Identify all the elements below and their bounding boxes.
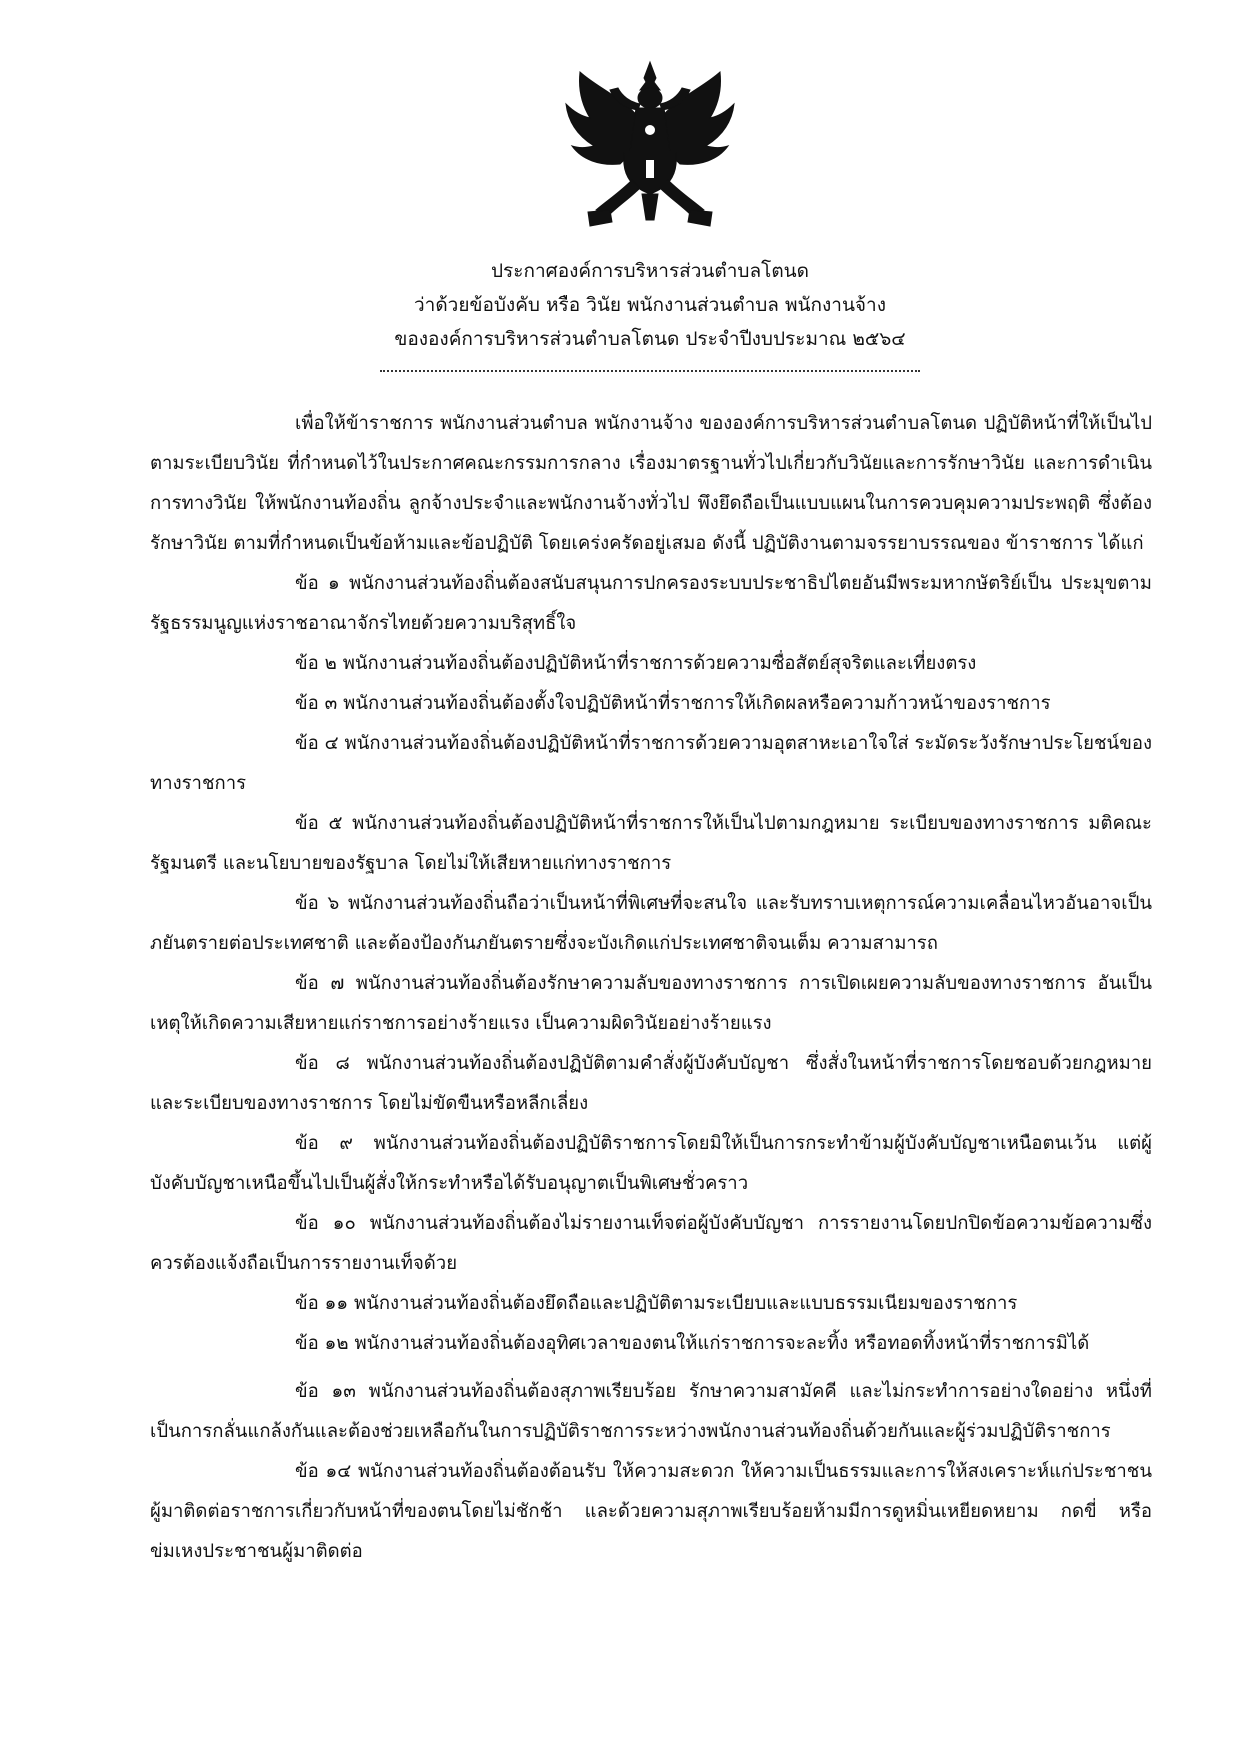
document-header: [150, 254, 1150, 372]
article-11: ข้อ ๑๑ พนักงานส่วนท้องถิ่นต้องยึดถือและปฏิบัติตามระเบียบและแบบธรรมเนียมของราชการ: [295, 1293, 1018, 1314]
article-5: ข้อ ๕ พนักงานส่วนท้องถิ่นต้องปฏิบัติหน้าที่ราชการให้เป็นไปตามกฎหมาย ระเบียบของทางราชการ มติคณะรัฐมนตรี และนโยบายของรัฐบาล โดยไม่ให้เสียหายแก่ทางราชการ: [150, 813, 1152, 874]
article-10: ข้อ ๑๐ พนักงานส่วนท้องถิ่นต้องไม่รายงานเท็จต่อผู้บังคับบัญชา การรายงานโดยปกปิดข้อความข้อความซึ่งควรต้องแจ้งถือเป็นการรายงานเท็จด้วย: [150, 1213, 1152, 1274]
article-2: ข้อ ๒ พนักงานส่วนท้องถิ่นต้องปฏิบัติหน้าที่ราชการด้วยความซื่อสัตย์สุจริตและเที่ยงตรง: [295, 653, 977, 674]
article-12: ข้อ ๑๒ พนักงานส่วนท้องถิ่นต้องอุทิศเวลาของตนให้แก่ราชการจะละทิ้ง หรือทอดทิ้งหน้าที่ราชการมิได้: [295, 1333, 1090, 1354]
document-title: ประกาศองค์การบริหารส่วนตำบลโตนด: [491, 260, 809, 282]
document-subject: ว่าด้วยข้อบังคับ หรือ วินัย พนักงานส่วนตำบล พนักงานจ้าง: [413, 294, 887, 316]
article-13: ข้อ ๑๓ พนักงานส่วนท้องถิ่นต้องสุภาพเรียบร้อย รักษาความสามัคคี และไม่กระทำการอย่างใดอย่าง หนึ่งที่เป็นการกลั่นแกล้งกันและต้องช่วยเหลือกันในการปฏิบัติราชการระหว่างพนักงานส่วนท้องถิ่นด้วยกันและผู้ร่วมปฏิบัติราชการ: [150, 1381, 1152, 1442]
article-14: ข้อ ๑๔ พนักงานส่วนท้องถิ่นต้องต้อนรับ ให้ความสะดวก ให้ความเป็นธรรมและการให้สงเคราะห์แก่ประชาชนผู้มาติดต่อราชการเกี่ยวกับหน้าที่ของตนโดยไม่ชักช้า และด้วยความสุภาพเรียบร้อยห้ามมีการดูหมิ่นเหยียดหยาม กดขี่ หรือข่มเหงประชาชนผู้มาติดต่อ: [150, 1461, 1152, 1562]
article-6: ข้อ ๖ พนักงานส่วนท้องถิ่นถือว่าเป็นหน้าที่พิเศษที่จะสนใจ และรับทราบเหตุการณ์ความเคลื่อนไหวอันอาจเป็นภยันตรายต่อประเทศชาติ และต้องป้องกันภยันตรายซึ่งจะบังเกิดแก่ประเทศชาติจนเต็ม ความสามารถ: [150, 893, 1152, 954]
garuda-emblem-icon: [560, 60, 740, 235]
article-9: ข้อ ๙ พนักงานส่วนท้องถิ่นต้องปฏิบัติราชการโดยมิให้เป็นการกระทำข้ามผู้บังคับบัญชาเหนือตนเว้น แต่ผู้บังคับบัญชาเหนือขึ้นไปเป็นผู้สั่งให้กระทำหรือได้รับอนุญาตเป็นพิเศษชั่วคราว: [150, 1133, 1152, 1194]
article-7: ข้อ ๗ พนักงานส่วนท้องถิ่นต้องรักษาความลับของทางราชการ การเปิดเผยความลับของทางราชการ อันเป็นเหตุให้เกิดความเสียหายแก่ราชการอย่างร้ายแรง เป็นความผิดวินัยอย่างร้ายแรง: [150, 973, 1152, 1034]
document-scope: ขององค์การบริหารส่วนตำบลโตนด ประจำปีงบประมาณ ๒๕๖๔: [394, 328, 906, 350]
article-8: ข้อ ๘ พนักงานส่วนท้องถิ่นต้องปฏิบัติตามคำสั่งผู้บังคับบัญชา ซึ่งสั่งในหน้าที่ราชการโดยชอบด้วยกฎหมายและระเบียบของทางราชการ โดยไม่ขัดขืนหรือหลีกเลี่ยง: [150, 1053, 1152, 1114]
header-divider: [380, 360, 920, 372]
article-3: ข้อ ๓ พนักงานส่วนท้องถิ่นต้องตั้งใจปฏิบัติหน้าที่ราชการให้เกิดผลหรือความก้าวหน้าของราชการ: [295, 693, 1051, 714]
article-4: ข้อ ๔ พนักงานส่วนท้องถิ่นต้องปฏิบัติหน้าที่ราชการด้วยความอุตสาหะเอาใจใส่ ระมัดระวังรักษาประโยชน์ของทางราชการ: [150, 733, 1152, 794]
intro-paragraph: เพื่อให้ข้าราชการ พนักงานส่วนตำบล พนักงานจ้าง ขององค์การบริหารส่วนตำบลโตนด ปฏิบัติหน้าที่ให้เป็นไปตามระเบียบวินัย ที่กำหนดไว้ในประกาศคณะกรรมการกลาง เรื่องมาตรฐานทั่วไปเกี่ยวกับวินัยและการรักษาวินัย และการดำเนินการทางวินัย ให้พนักงานท้องถิ่น ลูกจ้างประจำและพนักงานจ้างทั่วไป พึงยึดถือเป็นแบบแผนในการควบคุมความประพฤติ ซึ่งต้องรักษาวินัย ตามที่กำหนดเป็นข้อห้ามและข้อปฏิบัติ โดยเคร่งครัดอยู่เสมอ ดังนี้ ปฏิบัติงานตามจรรยาบรรณของ ข้าราชการ ได้แก่: [150, 413, 1152, 554]
document-body: [150, 404, 1152, 1572]
article-1: ข้อ ๑ พนักงานส่วนท้องถิ่นต้องสนับสนุนการปกครองระบบประชาธิปไตยอันมีพระมหากษัตริย์เป็น ประมุขตามรัฐธรรมนูญแห่งราชอาณาจักรไทยด้วยความบริสุทธิ์ใจ: [150, 573, 1152, 634]
